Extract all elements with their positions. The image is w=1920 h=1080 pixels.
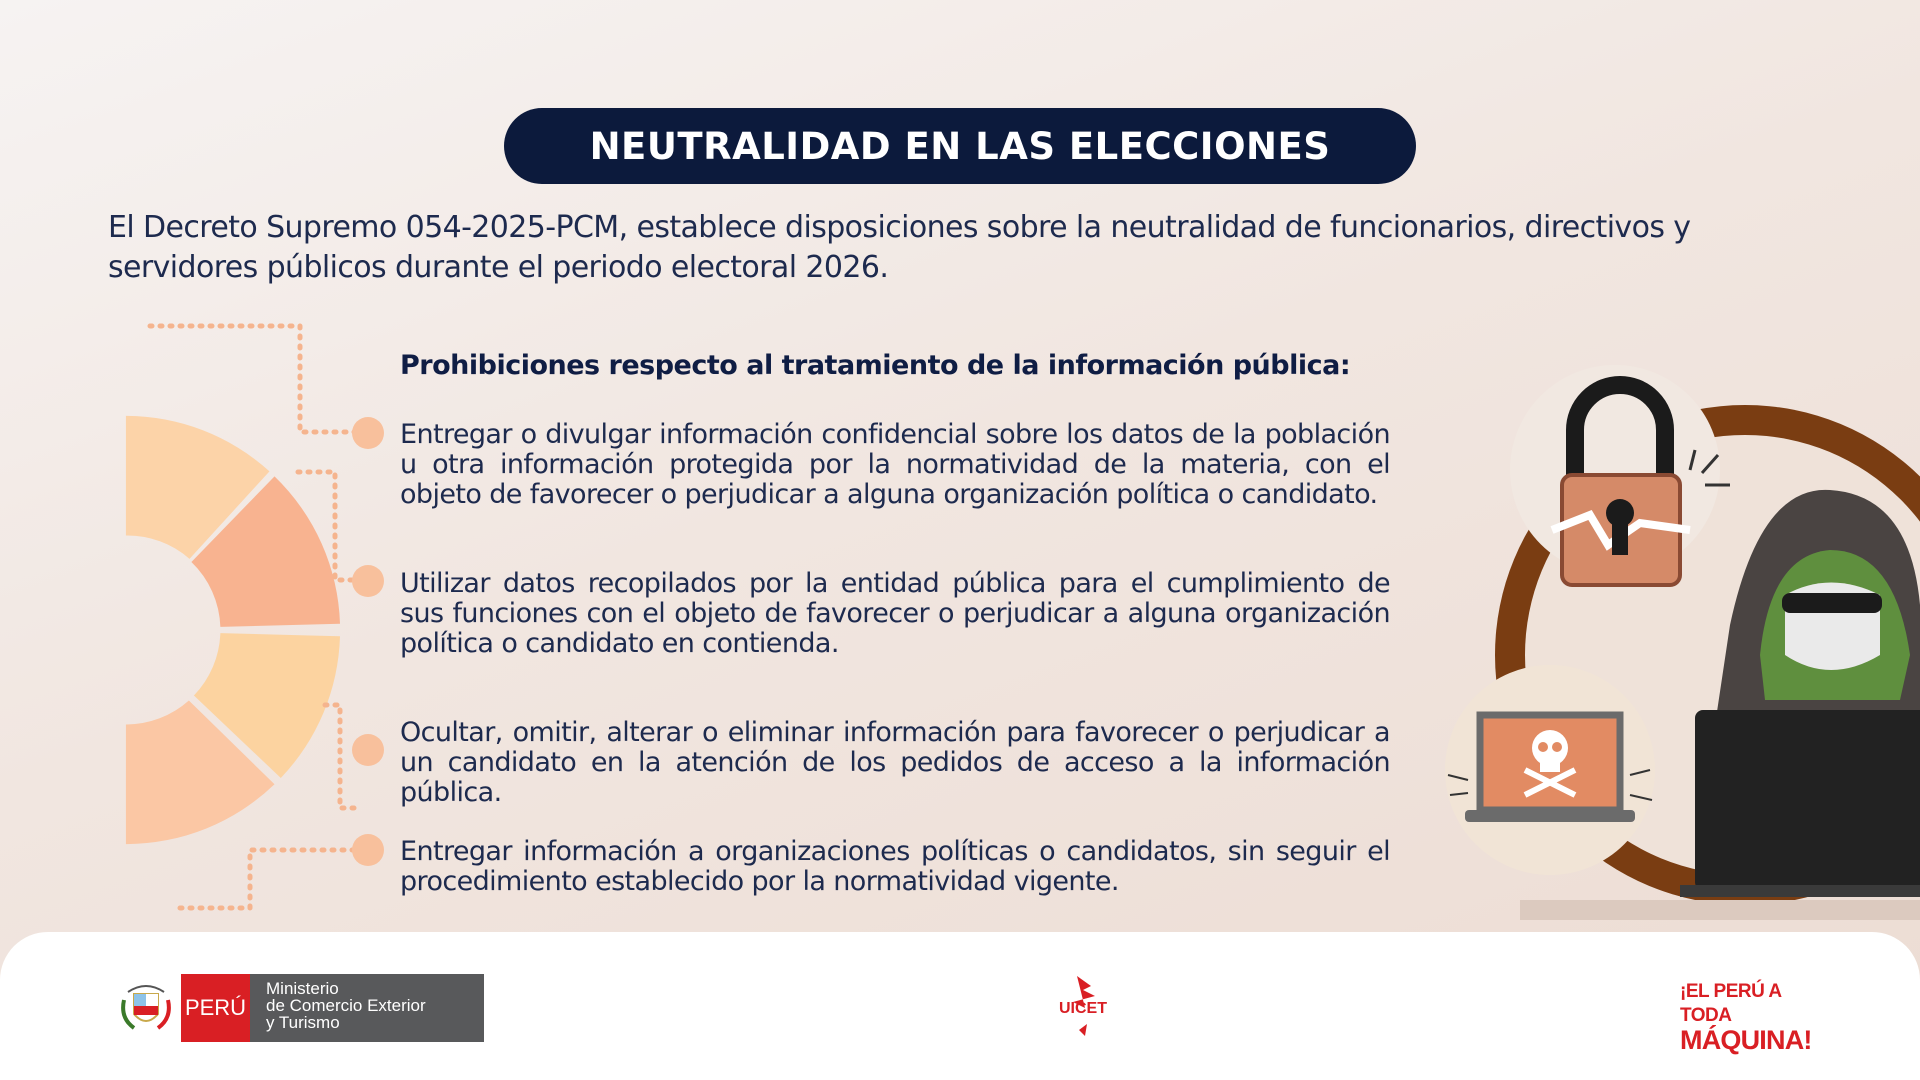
skull-laptop-icon: [1445, 665, 1655, 875]
hacker-laptop-icon: [1680, 710, 1920, 897]
title-banner: [504, 108, 1416, 184]
cyber-threat-illustration: [1440, 355, 1920, 925]
slogan-line-1: ¡EL PERÚ A TODA: [1680, 981, 1781, 1026]
desk-surface: [1520, 900, 1920, 920]
decorative-donut-icon: [0, 290, 340, 970]
prohibition-item-1: Entregar o divulgar información confidencial sobre los datos de la población u otra información protegida por la normatividad de la materia, con el objeto de favorecer o perjudicar a alguna organización política o candidato.: [400, 419, 1390, 510]
slogan: [1680, 980, 1820, 1055]
peru-brand-badge: [181, 974, 250, 1042]
prohibition-item-2: Utilizar datos recopilados por la entidad pública para el cumplimiento de sus funciones con el objeto de favorecer o perjudicar a alguna organización política o candidato en contienda.: [400, 568, 1390, 659]
bullet-dot: [352, 734, 384, 766]
intro-line-1: El Decreto Supremo 054-2025-PCM, establece disposiciones sobre la neutralidad de funcionarios, directivos y: [108, 210, 1691, 245]
bullet-dot: [352, 565, 384, 597]
ministry-label-box: [250, 974, 484, 1042]
section-subtitle: Prohibiciones respecto al tratamiento de la información pública:: [400, 350, 1351, 381]
page-title: NEUTRALIDAD EN LAS ELECCIONES: [589, 124, 1331, 168]
slogan-line-2: MÁQUINA!: [1680, 1025, 1812, 1055]
prohibition-item-4: Entregar información a organizaciones políticas o candidatos, sin seguir el procedimiento establecido por la normatividad vigente.: [400, 836, 1390, 897]
uicet-label: UICET: [1059, 1000, 1107, 1017]
bullet-dot: [352, 834, 384, 866]
intro-line-2: servidores públicos durante el periodo electoral 2026.: [108, 250, 889, 285]
intro-text: [108, 208, 1748, 288]
ministry-line-2: de Comercio Exterior: [266, 996, 426, 1015]
prohibition-item-3: Ocultar, omitir, alterar o eliminar información para favorecer o perjudicar a un candidato en la atención de los pedidos de acceso a la información pública.: [400, 717, 1390, 808]
peru-label: PERÚ: [184, 995, 247, 1020]
ministry-line-3: y Turismo: [266, 1013, 340, 1032]
peru-coat-of-arms-icon: [120, 978, 172, 1038]
ministry-line-1: Ministerio: [266, 979, 339, 998]
bullet-dot: [352, 417, 384, 449]
